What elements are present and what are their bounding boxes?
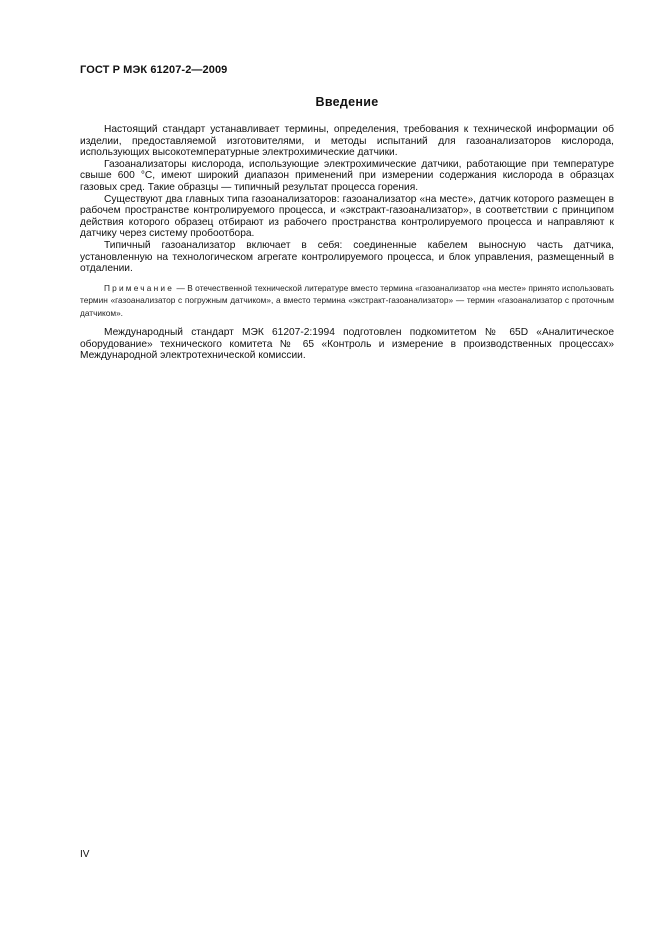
page-number: IV bbox=[80, 849, 90, 860]
note-text: — В отечественной технической литературе вместо термина «газоанализатор «на месте» принято использовать термин «газоанализатор с погружным датчиком», а вместо термина «экстракт-газоанализатор» — термин «газоанализатор с проточным датчиком». bbox=[80, 282, 614, 318]
document-body bbox=[80, 124, 614, 362]
paragraph-4: Типичный газоанализатор включает в себя: соединенные кабелем выносную часть датчика, установленную на технологическом агрегате контролируемого процесса, и блок управления, размещенный в отдалении. bbox=[80, 239, 614, 275]
paragraph-1: Настоящий стандарт устанавливает термины, определения, требования к технической информации об изделии, предоставляемой изготовителями, и методы испытаний для газоанализаторов кислорода, использующих высокотемпературные электрохимические датчики. bbox=[80, 124, 614, 159]
note-label: Примечание bbox=[104, 282, 175, 293]
paragraph-3: Существуют два главных типа газоанализаторов: газоанализатор «на месте», датчик которого размещен в рабочем пространстве контролируемого процесса, и «экстракт-газоанализатор», в соответствии с принципом действия которого образец отбирают из рабочего пространства контролируемого процесса и направляют к датчику через систему пробоотбора. bbox=[80, 193, 614, 240]
closing-paragraph: Международный стандарт МЭК 61207-2:1994 подготовлен подкомитетом № 65D «Аналитическое оборудование» технического комитета № 65 «Контроль и измерение в производственных процессах» Международной электротехнической комиссии. bbox=[80, 326, 614, 362]
note bbox=[80, 282, 614, 319]
paragraph-2: Газоанализаторы кислорода, использующие электрохимические датчики, работающие при температуре свыше 600 °С, имеют широкий диапазон применений при измерении содержания кислорода в образцах газовых сред. Такие образцы — типичный результат процесса горения. bbox=[80, 158, 614, 193]
document-header: ГОСТ Р МЭК 61207-2—2009 bbox=[80, 64, 228, 76]
section-title: Введение bbox=[315, 95, 379, 109]
